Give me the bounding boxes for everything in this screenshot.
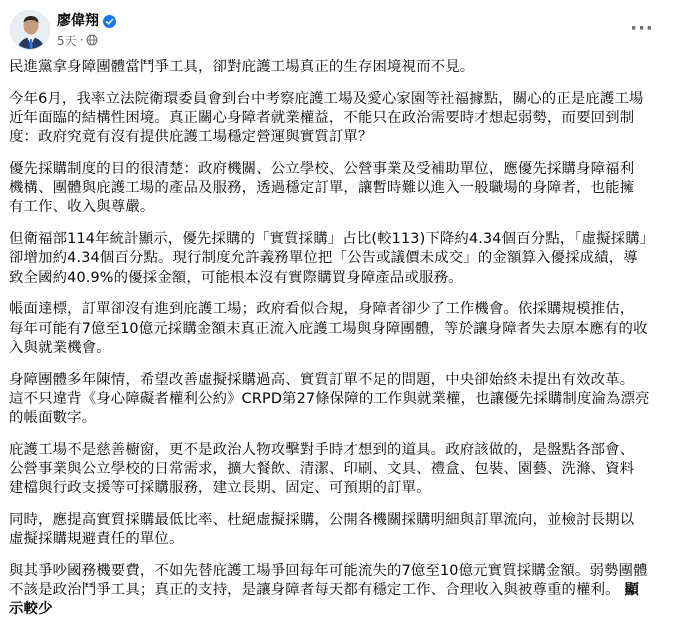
verified-badge-icon bbox=[103, 15, 116, 28]
post-paragraph: 同時，應提高實質採購最低比率、杜絕虛擬採購，公開各機關採購明細與訂單流向，並檢討長期以 虛擬採購規避責任的單位。 bbox=[9, 512, 635, 548]
meta-separator: · bbox=[79, 33, 84, 47]
post-header bbox=[10, 10, 664, 52]
more-options-icon[interactable]: ··· bbox=[630, 17, 654, 39]
post-paragraph: 庇護工場不是慈善櫥窗，更不是政治人物攻擊對手時才想到的道具。政府該做的，是盤點各部會、 公營事業與公立學校的日常需求，擴大餐飲、清潔、印刷、文具、禮盒、包裝、園藝、洗滌、資料 建檔與行政支援等可採購服務，建立長期、固定、可預期的訂單。 bbox=[9, 441, 635, 497]
avatar[interactable] bbox=[10, 10, 50, 50]
post-meta bbox=[57, 32, 98, 48]
post-paragraph: 民進黨拿身障團體當鬥爭工具，卻對庇護工場真正的生存困境視而不見。 bbox=[9, 59, 475, 75]
post-paragraph: 身障團體多年陳情，希望改善虛擬採購過高、實質訂單不足的問題，中央卻始終未提出有效改革。 這不只違背《身心障礙者權利公約》CRPD第27條保障的工作與就業權，也讓優先採購制度淪為漂亮 的帳面數字。 bbox=[9, 371, 650, 427]
post-paragraph: 今年6月，我率立法院衛環委員會到台中考察庇護工場及愛心家園等社福據點，關心的正是庇護工場 近年面臨的結構性困境。真正關心身障者就業權益，不能只在政治需要時才想起弱勢，而要回到制 度：政府究竟有沒有提供庇護工場穩定營運與實質訂單？ bbox=[9, 90, 644, 146]
post-timestamp[interactable]: 5天 bbox=[57, 33, 77, 48]
post-body bbox=[9, 58, 669, 632]
author-name[interactable]: 廖偉翔 bbox=[57, 13, 99, 29]
post-paragraph-text: 與其爭吵國務機要費，不如先替庇護工場爭回每年可能流失的7億至10億元實質採購金額。弱勢團體 不該是政治鬥爭工具；真正的支持，是讓身障者每天都有穩定工作、合理收入與被尊重的權利。 bbox=[9, 563, 648, 599]
author-row bbox=[57, 12, 116, 30]
public-globe-icon[interactable] bbox=[86, 34, 98, 46]
post-paragraph-last bbox=[9, 562, 669, 620]
post-paragraph: 帳面達標，訂單卻沒有進到庇護工場；政府看似合規，身障者卻少了工作機會。依採購規模推估， 每年可能有7億至10億元採購金額未真正流入庇護工場與身障團體，等於讓身障者失去原本應有的收 入與就業機會。 bbox=[9, 301, 648, 356]
post-paragraph: 但衛福部114年統計顯示，優先採購的「實質採購」占比(較113)下降約4.34個百分點，「虛擬採購」 卻增加約4.34個百分點。現行制度允許義務單位把「公告或議價未成交」的金額算入優採成績，導 致全國約40.9%的優採金額，可能根本沒有實際購買身障產品或服務。 bbox=[9, 231, 655, 286]
see-less-link[interactable]: 顯 示較少 bbox=[9, 582, 639, 618]
post-paragraph: 優先採購制度的目的很清楚：政府機關、公立學校、公營事業及受補助單位，應優先採購身障福利 機構、團體與庇護工場的產品及服務，透過穩定訂單，讓暫時難以進入一般職場的身障者，也能擁 有工作、收入與尊嚴。 bbox=[9, 161, 635, 216]
